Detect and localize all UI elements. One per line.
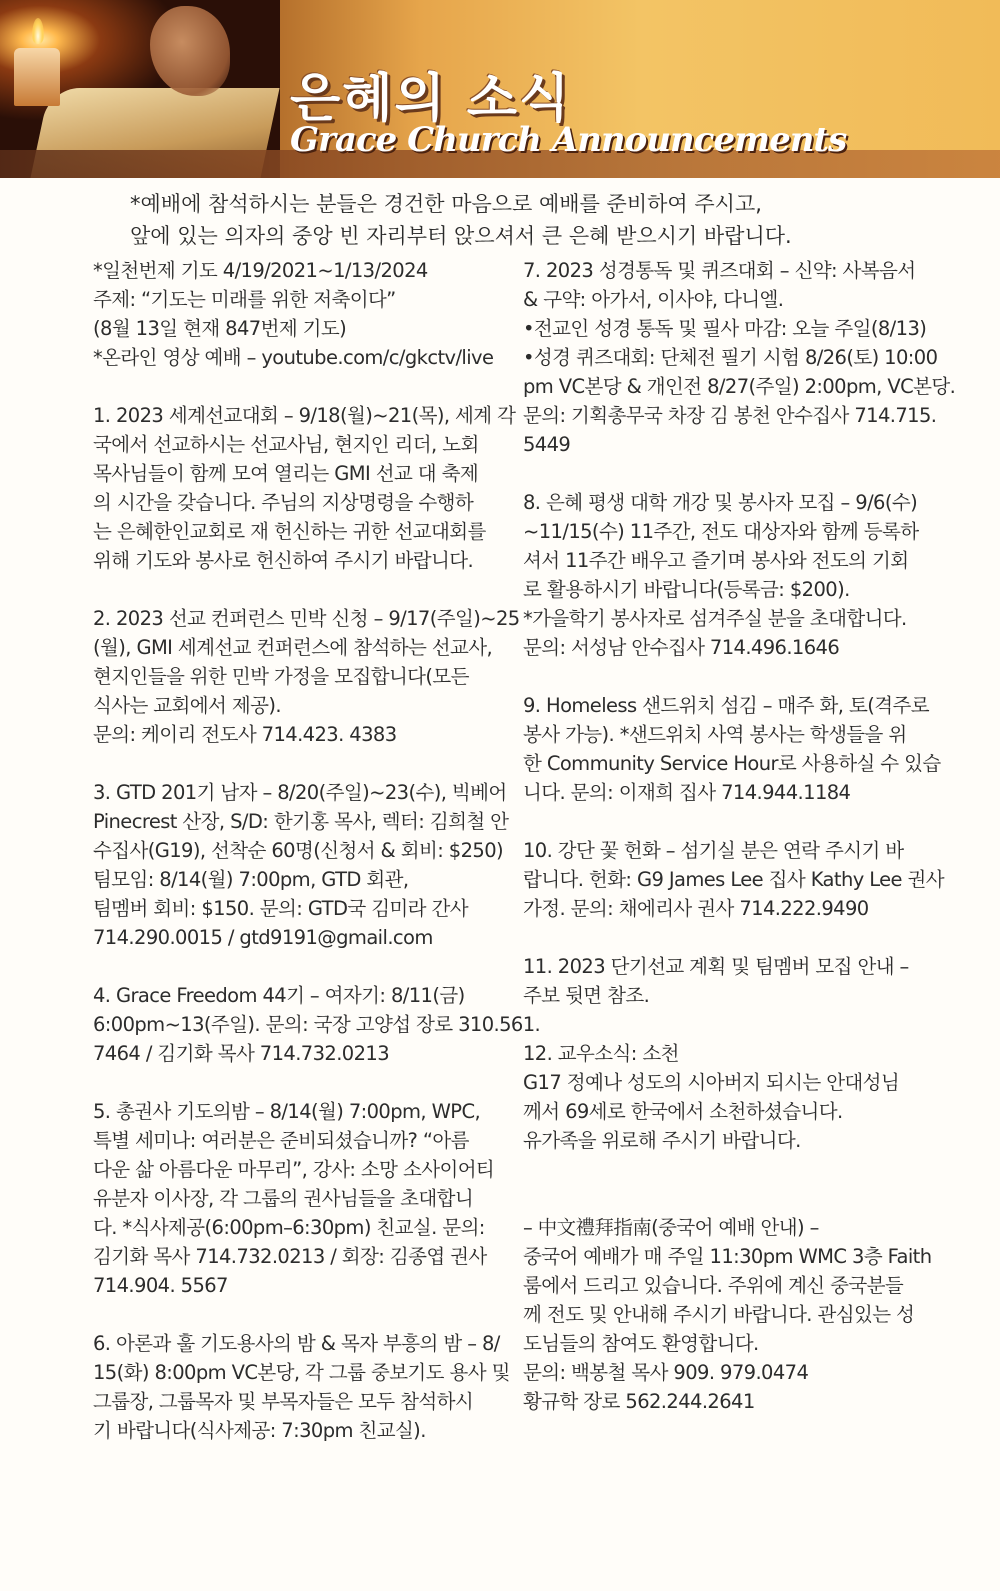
announcement-item-1 [93,401,516,575]
announcement-line: 714.904. 5567 [93,1274,228,1297]
page-subtitle: Grace Church Announcements [290,120,847,160]
flame-icon [32,18,44,44]
announcement-line: 도님들의 참여도 환영합니다. [523,1332,759,1355]
announcement-line: 랍니다. 헌화: G9 James Lee 집사 Kathy Lee 권사 [523,868,945,891]
announcement-item-11 [523,952,941,1010]
right-column [523,256,956,1445]
intro-line: *예배에 참석하시는 분들은 경건한 마음으로 예배를 준비하여 주시고, [130,192,762,216]
intro-notice [130,188,930,252]
candle-icon [14,48,60,106]
announcement-line: 문의: 케이리 전도사 714.423. 4383 [93,723,397,746]
announcement-line: 중국어 예배가 매 주일 11:30pm WMC 3층 Faith [523,1245,932,1268]
announcement-item-5 [93,1097,510,1300]
announcement-line: 714.290.0015 / gtd9191@gmail.com [93,926,433,949]
announcement-line: 께 전도 및 안내해 주시기 바랍니다. 관심있는 성 [523,1303,915,1326]
announcement-line: 다. *식사제공(6:00pm–6:30pm) 친교실. 문의: [93,1216,485,1239]
announcement-item-9 [523,691,941,807]
announcement-line: (월), GMI 세계선교 컨퍼런스에 참석하는 선교사, [93,636,493,659]
praying-hands-icon [150,6,230,96]
left-column [93,256,541,1474]
announcement-line: 15(화) 8:00pm VC본당, 각 그룹 중보기도 용사 및 [93,1361,510,1384]
announcement-item-12 [523,1039,941,1155]
announcement-line: 한 Community Service Hour로 사용하실 수 있습 [523,752,941,775]
announcement-line: 문의: 백봉철 목사 909. 979.0474 [523,1361,809,1384]
announcement-line: 9. Homeless 샌드위치 섬김 – 매주 화, 토(격주로 [523,694,929,717]
announcement-item-4 [93,981,541,1068]
announcement-line: & 구약: 아가서, 이사야, 다니엘. [523,288,784,311]
announcement-line: 유분자 이사장, 각 그룹의 권사님들을 초대합니 [93,1187,474,1210]
announcement-line: 그룹장, 그룹목자 및 부목자들은 모두 참석하시 [93,1390,474,1413]
announcement-line: 문의: 서성남 안수집사 714.496.1646 [523,636,840,659]
announcement-line: 5449 [523,433,571,456]
announcement-line: 셔서 11주간 배우고 즐기며 봉사와 전도의 기회 [523,549,909,572]
announcement-line: 팀멤버 회비: $150. 문의: GTD국 김미라 간사 [93,897,468,920]
announcement-line: *가을학기 봉사자로 섬겨주실 분을 초대합니다. [523,607,907,630]
announcement-line: •전교인 성경 통독 및 필사 마감: 오늘 주일(8/13) [523,317,927,340]
announcement-line: 식사는 교회에서 제공). [93,694,281,717]
announcement-line: 현지인들을 위한 민박 가정을 모집합니다(모든 [93,665,469,688]
announcement-line: 7464 / 김기화 목사 714.732.0213 [93,1042,390,1065]
header-banner [0,0,1000,178]
announcement-line: 팀모임: 8/14(월) 7:00pm, GTD 회관, [93,868,409,891]
announcement-line: 10. 강단 꽃 헌화 – 섬기실 분은 연락 주시기 바 [523,839,904,862]
announcement-line: 8. 은혜 평생 대학 개강 및 봉사자 모집 – 9/6(수) [523,491,918,514]
announcement-line: 로 활용하시기 바랍니다(등록금: $200). [523,578,850,601]
announcement-line: 11. 2023 단기선교 계획 및 팀멤버 모집 안내 – [523,955,909,978]
announcement-line: 주제: “기도는 미래를 위한 저축이다” [93,288,396,311]
announcement-line: G17 정예나 성도의 시아버지 되시는 안대성님 [523,1071,900,1094]
announcement-line: 룸에서 드리고 있습니다. 주위에 계신 중국분들 [523,1274,904,1297]
announcement-line: 의 시간을 갖습니다. 주님의 지상명령을 수행하 [93,491,474,514]
announcement-line: 1. 2023 세계선교대회 – 9/18(월)~21(목), 세계 각 [93,404,516,427]
announcement-line: 7. 2023 성경통독 및 퀴즈대회 – 신약: 사복음서 [523,259,916,282]
announcement-line: 께서 69세로 한국에서 소천하셨습니다. [523,1100,843,1123]
announcement-line: 는 은혜한인교회로 재 헌신하는 귀한 선교대회를 [93,520,486,543]
announcement-line: 12. 교우소식: 소천 [523,1042,679,1065]
announcement-item-7 [523,256,956,459]
announcement-line: 김기화 목사 714.732.0213 / 회장: 김종엽 권사 [93,1245,487,1268]
announcement-line: 6. 아론과 훌 기도용사의 밤 & 목자 부흥의 밤 – 8/ [93,1332,500,1355]
announcement-line: 4. Grace Freedom 44기 – 여자기: 8/11(금) [93,984,465,1007]
announcement-line: 3. GTD 201기 남자 – 8/20(주일)~23(수), 빅베어 [93,781,507,804]
announcement-line: •성경 퀴즈대회: 단체전 필기 시험 8/26(토) 10:00 [523,346,938,369]
intro-line: 앞에 있는 의자의 중앙 빈 자리부터 앉으셔서 큰 은혜 받으시기 바랍니다. [130,224,792,248]
announcement-line: 주보 뒷면 참조. [523,984,650,1007]
announcement-line: Pinecrest 산장, S/D: 한기홍 목사, 렉터: 김희철 안 [93,810,509,833]
announcement-item-10 [523,836,945,923]
announcement-line: – 中文禮拜指南(중국어 예배 안내) – [523,1216,819,1239]
announcement-item-2 [93,604,520,749]
announcement-line: 유가족을 위로해 주시기 바랍니다. [523,1129,801,1152]
announcement-line: 2. 2023 선교 컨퍼런스 민박 신청 – 9/17(주일)~25 [93,607,520,630]
announcement-line: 5. 총권사 기도의밤 – 8/14(월) 7:00pm, WPC, [93,1100,481,1123]
announcement-line: 기 바랍니다(식사제공: 7:30pm 친교실). [93,1419,426,1442]
announcement-line: 수집사(G19), 선착순 60명(신청서 & 회비: $250) [93,839,504,862]
announcement-line: *온라인 영상 예배 – youtube.com/c/gkctv/live [93,346,494,369]
announcement-line: *일천번제 기도 4/19/2021~1/13/2024 [93,259,428,282]
announcement-item-8 [523,488,941,662]
announcement-line: pm VC본당 & 개인전 8/27(주일) 2:00pm, VC본당. [523,375,956,398]
page-title: 은혜의 소식 [290,69,572,129]
announcement-line: 황규학 장로 562.244.2641 [523,1390,755,1413]
announcement-line: 위해 기도와 봉사로 헌신하여 주시기 바랍니다. [93,549,474,572]
announcement-line: (8월 13일 현재 847번제 기도) [93,317,347,340]
announcement-line: 다운 삶 아름다운 마무리”, 강사: 소망 소사이어티 [93,1158,495,1181]
announcement-item-3 [93,778,510,952]
announcement-line: ~11/15(수) 11주간, 전도 대상자와 함께 등록하 [523,520,919,543]
announcement-line: 목사님들이 함께 모여 열리는 GMI 선교 대 축제 [93,462,479,485]
announcement-line: 봉사 가능). *샌드위치 사역 봉사는 학생들을 위 [523,723,907,746]
announcement-line: 문의: 기획총무국 차장 김 봉천 안수집사 714.715. [523,404,937,427]
announcement-line: 특별 세미나: 여러분은 준비되셨습니까? “아름 [93,1129,469,1152]
announcement-prayer [93,256,510,372]
announcement-item-6 [93,1329,510,1445]
announcement-line: 가정. 문의: 채에리사 권사 714.222.9490 [523,897,869,920]
announcement-chinese [523,1213,941,1416]
announcement-line: 6:00pm~13(주일). 문의: 국장 고양섭 장로 310.561. [93,1013,541,1036]
announcement-line: 국에서 선교하시는 선교사님, 현지인 리더, 노회 [93,433,479,456]
announcement-line: 니다. 문의: 이재희 집사 714.944.1184 [523,781,851,804]
